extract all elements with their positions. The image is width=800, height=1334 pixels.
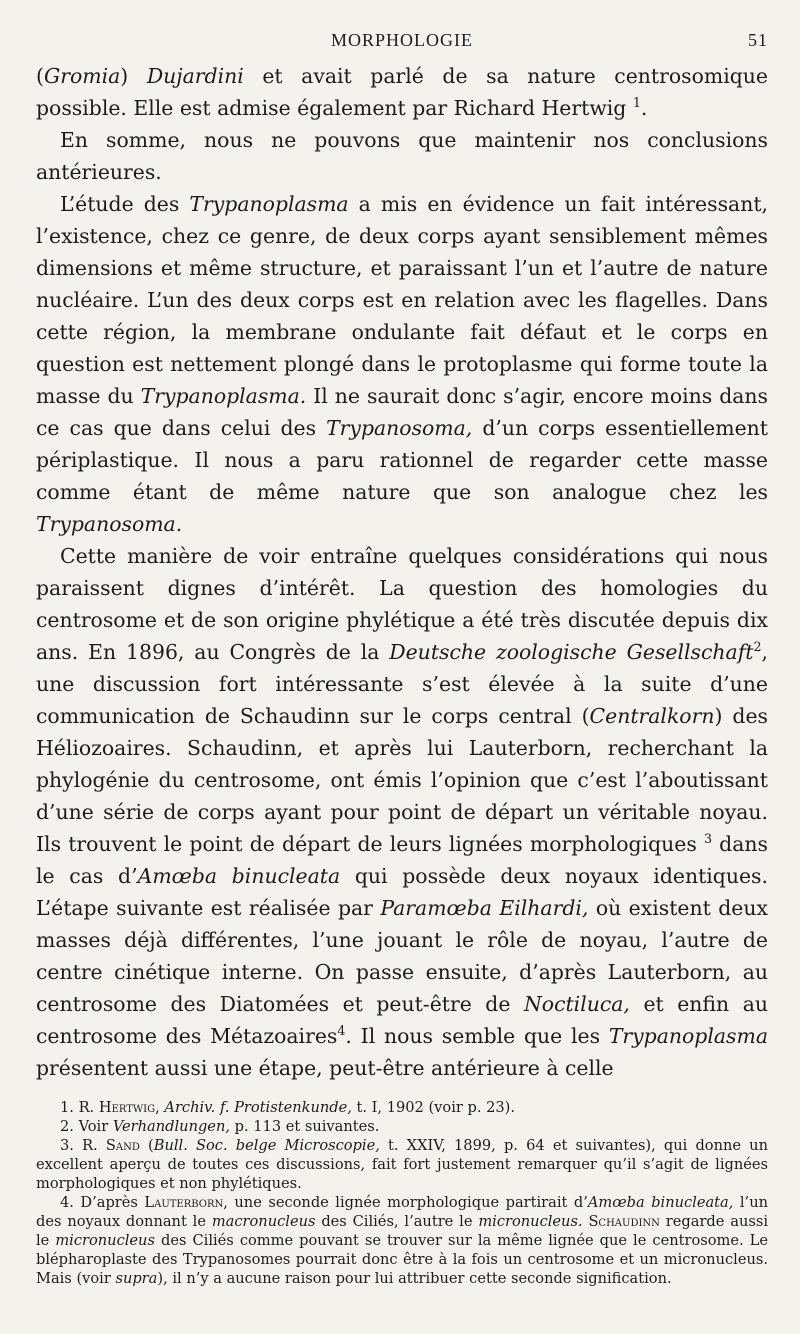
taxon-name: Trypanosoma. [36, 512, 183, 536]
author-name: Schaudinn [588, 1213, 660, 1230]
footnote-number: 1. R. [60, 1099, 99, 1116]
text-run: qui possède deux noyaux identiques. L’étape suivante est réalisée par [36, 864, 768, 920]
footnote-1 [36, 1098, 768, 1117]
taxon-name: Amœba binucleata, [587, 1194, 734, 1211]
author-name: Sand [105, 1137, 140, 1154]
text-run: des Ciliés, l’autre le [315, 1213, 479, 1230]
text-run: Il ne saurait donc s’agir, encore moins dans ce cas que dans celui des [36, 384, 768, 440]
work-title: Verhandlungen, [112, 1118, 230, 1135]
taxon-name: Dujardini [146, 64, 244, 88]
text-run: des Ciliés comme pouvant se trouver sur la même lignée que le centrosome. Le blépharoplaste des Trypanosomes pourrait donc être à la fois un centrosome et un micronucleus. Mais (voir [36, 1232, 768, 1287]
taxon-name: Trypanosoma, [326, 416, 473, 440]
footnote-4 [36, 1193, 768, 1288]
footnote-number: 2. Voir [60, 1118, 113, 1135]
paragraph-1: (Gromia) Dujardini et avait parlé de sa nature centrosomique possible. Elle est admise également par Richard Hertwig $^1$. [36, 64, 768, 120]
taxon-name: Trypanoplasma [608, 1024, 768, 1048]
term: micronucleus [55, 1232, 155, 1249]
taxon-name: Noctiluca, [523, 992, 630, 1016]
main-text [36, 60, 768, 1084]
text-run: L’étude des [60, 192, 190, 216]
paragraph-3 [36, 188, 768, 540]
taxon-name: Gromia [43, 64, 121, 88]
text-run: et enfin au centrosome des Métazoaires [36, 992, 768, 1048]
taxon-name: Amœba binucleata [137, 864, 341, 888]
text-run: présentent aussi une étape, peut-être antérieure à celle [36, 1056, 614, 1080]
book-page [36, 30, 768, 1288]
taxon-name: Paramœba Eilhardi, [380, 896, 589, 920]
footnote-2 [36, 1117, 768, 1136]
text-run: l’un des noyaux donnant le [36, 1194, 768, 1230]
footnote-ref: 4 [337, 1023, 346, 1039]
text-run: d’un corps essentiellement périplastique. Il nous a paru rationnel de regarder cette masse comme étant de même nature que son analogue chez les [36, 416, 768, 504]
text-run: t. XXIV, 1899, p. 64 et suivantes), qui donne un excellent aperçu de toutes ces discussions, fait fort justement remarquer qu’il s’agit de lignées morphologiques et non phylétiques. [36, 1137, 768, 1192]
taxon-name: Trypanoplasma [189, 192, 349, 216]
text-run: ), il n’y a aucune raison pour lui attribuer cette seconde signification. [157, 1270, 672, 1287]
taxon-name: Trypanoplasma. [140, 384, 307, 408]
term: Centralkorn [589, 704, 715, 728]
text-run: t. I, 1902 (voir p. 23). [351, 1099, 516, 1116]
text-run: où existent deux masses déjà différentes, l’une jouant le rôle de noyau, l’autre de centre cinétique interne. On passe ensuite, d’après Lauterborn, au centrosome des Diatomées et peut-être de [36, 896, 768, 1016]
running-title: MORPHOLOGIE [330, 30, 473, 50]
text-run: a mis en évidence un fait intéressant, l’existence, chez ce genre, de deux corps ayant sensiblement mêmes dimensions et même structure, et paraissant l’un et l’autre de nature nucléaire. L’un des deux corps est en relation avec les flagelles. Dans cette région, la membrane ondulante fait défaut et le corps en question est nettement plongé dans le protoplasme qui forme toute la masse du [36, 192, 769, 408]
text-run: . Il nous semble que les [345, 1024, 609, 1048]
text-run: , [155, 1099, 165, 1116]
page-number: 51 [748, 30, 768, 50]
paragraph-2: En somme, nous ne pouvons que maintenir nos conclusions antérieures. [36, 128, 768, 184]
term: micronucleus. [478, 1213, 583, 1230]
journal-title: Bull. Soc. belge Microscopie, [153, 1137, 380, 1154]
footnote-ref: 3 [703, 831, 713, 847]
footnote-ref: 1 [632, 95, 641, 111]
footnote-3 [36, 1136, 768, 1193]
text-run: dans le cas d’ [36, 832, 768, 888]
society-name: Deutsche zoologische Gesellschaft [389, 640, 754, 664]
term: supra [115, 1270, 158, 1287]
text-run: Cette manière de voir entraîne quelques considérations qui nous paraissent dignes d’intérêt. La question des homologies du centrosome et de son origine phylétique a été très discutée depuis dix ans. En 1896, au Congrès de la [36, 544, 768, 664]
text-run: , une discussion fort intéressante s’est élevée à la suite d’une communication de Schaudinn sur le corps central ( [36, 640, 768, 728]
text-run: . [640, 96, 648, 120]
paragraph-4 [36, 540, 768, 1084]
author-name: Lauterborn [144, 1194, 224, 1211]
journal-title: Archiv. f. Protistenkunde, [164, 1099, 352, 1116]
term: macronucleus [211, 1213, 316, 1230]
footnotes [36, 1098, 768, 1288]
text-run: ) des Héliozoaires. Schaudinn, et après lui Lauterborn, recherchant la phylogénie du centrosome, ont émis l’opinion que c’est l’aboutissant d’une série de corps ayant pour point de départ un véritable noyau. Ils trouvent le point de départ de leurs lignées morphologiques [36, 704, 768, 856]
running-header [36, 30, 768, 60]
text-run: et avait parlé de sa nature centrosomique possible. Elle est admise également par Richard Hertwig [36, 64, 768, 120]
footnote-number: 4. D’après [60, 1194, 145, 1211]
text-run: p. 113 et suivantes. [229, 1118, 380, 1135]
text-run: regarde aussi le [36, 1213, 768, 1249]
author-name: Hertwig [98, 1099, 156, 1116]
text-run: ( [139, 1137, 154, 1154]
footnote-number: 3. R. [60, 1137, 106, 1154]
footnote-ref: 2 [753, 639, 762, 655]
text-run: , une seconde lignée morphologique partirait d’ [223, 1194, 588, 1211]
